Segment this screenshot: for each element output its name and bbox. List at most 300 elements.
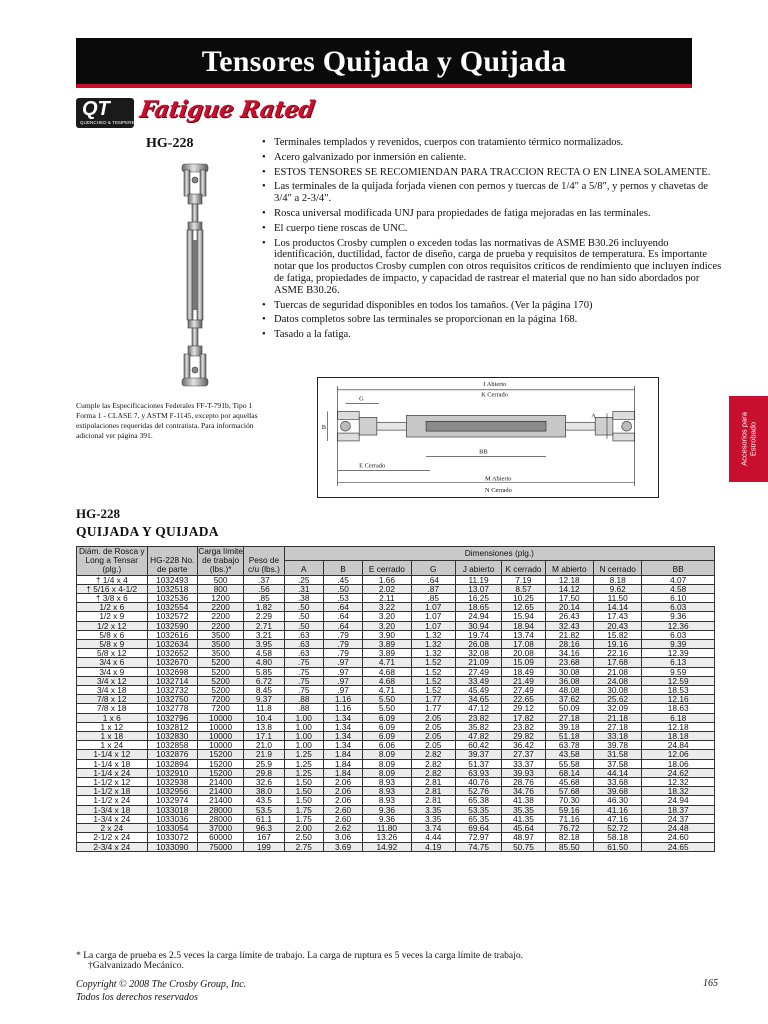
side-tab-line1: Accesorios para	[739, 412, 748, 466]
table-cell: 1.66	[363, 575, 411, 584]
table-cell: 1032956	[147, 787, 197, 796]
table-cell: 1.00	[284, 722, 323, 731]
table-cell: 21400	[197, 778, 243, 787]
table-cell: 51.18	[545, 732, 593, 741]
table-cell: 61.50	[593, 842, 641, 851]
table-cell: 6.10	[642, 594, 715, 603]
table-cell: 26.08	[455, 640, 501, 649]
table-cell: 45.64	[502, 824, 545, 833]
table-row	[77, 584, 715, 593]
table-cell: 1200	[197, 594, 243, 603]
diagram-label-e: E Cerrado	[359, 462, 386, 470]
col-header-part: HG-228 No. de parte	[147, 547, 197, 576]
col-header-e: E cerrado	[363, 561, 411, 575]
footnote-load: * La carga de prueba es 2.5 veces la carga límite de trabajo. La carga de ruptura es 5 veces la carga límite de trabajo.	[76, 950, 524, 961]
table-cell: 1/2 x 9	[77, 612, 148, 621]
table-cell: 1.82	[244, 603, 284, 612]
spec-table-body	[77, 575, 715, 851]
table-cell: 30.94	[455, 621, 501, 630]
table-cell: 1.52	[411, 686, 455, 695]
table-cell: 1032974	[147, 796, 197, 805]
table-cell: 8.93	[363, 778, 411, 787]
table-cell: 12.36	[642, 621, 715, 630]
table-cell: 2-1/2 x 24	[77, 833, 148, 842]
table-cell: 15200	[197, 750, 243, 759]
table-cell: 39.37	[455, 750, 501, 759]
table-cell: 76.72	[545, 824, 593, 833]
table-cell: 2.05	[411, 732, 455, 741]
table-cell: 29.12	[502, 704, 545, 713]
table-row	[77, 805, 715, 814]
table-cell: 8.93	[363, 787, 411, 796]
table-cell: 1033054	[147, 824, 197, 833]
table-cell: 12.18	[642, 722, 715, 731]
table-cell: 36.42	[502, 741, 545, 750]
table-cell: 2.06	[323, 796, 362, 805]
table-cell: 9.37	[244, 695, 284, 704]
table-cell: 3500	[197, 649, 243, 658]
table-cell: 1.75	[284, 805, 323, 814]
table-cell: 7200	[197, 704, 243, 713]
table-cell: 48.97	[502, 833, 545, 842]
table-cell: 82.18	[545, 833, 593, 842]
table-row	[77, 612, 715, 621]
table-cell: 1.00	[284, 741, 323, 750]
table-cell: 2.62	[323, 824, 362, 833]
table-cell: 1032938	[147, 778, 197, 787]
feature-item: • ESTOS TENSORES SE RECOMIENDAN PARA TRACCION RECTA O EN LINEA SOLAMENTE.	[262, 167, 722, 179]
table-cell: 3.89	[363, 640, 411, 649]
table-cell: 1032493	[147, 575, 197, 584]
table-cell: 2.06	[323, 778, 362, 787]
table-cell: 18.94	[502, 621, 545, 630]
table-cell: 1032670	[147, 658, 197, 667]
table-cell: 28.76	[502, 778, 545, 787]
table-cell: .79	[323, 640, 362, 649]
table-cell: 33.18	[593, 732, 641, 741]
table-cell: 1-1/2 x 24	[77, 796, 148, 805]
table-cell: 8.45	[244, 686, 284, 695]
table-cell: .31	[284, 584, 323, 593]
table-cell: 70.30	[545, 796, 593, 805]
table-cell: 29.82	[502, 732, 545, 741]
table-cell: 8.09	[363, 759, 411, 768]
table-cell: 1032652	[147, 649, 197, 658]
table-cell: 40.76	[455, 778, 501, 787]
table-cell: 57.68	[545, 787, 593, 796]
table-cell: 1.77	[411, 704, 455, 713]
table-row	[77, 787, 715, 796]
table-cell: 1.52	[411, 676, 455, 685]
table-cell: 4.44	[411, 833, 455, 842]
table-cell: 5/8 x 12	[77, 649, 148, 658]
table-cell: 60.42	[455, 741, 501, 750]
table-row	[77, 594, 715, 603]
table-cell: 1032536	[147, 594, 197, 603]
qt-logo-subtext: QUENCHED & TEMPERED	[80, 120, 139, 125]
table-cell: 3.22	[363, 603, 411, 612]
table-cell: 2.05	[411, 722, 455, 731]
table-cell: .63	[284, 649, 323, 658]
diagram-label-k: K Cerrado	[481, 391, 508, 399]
table-cell: 68.14	[545, 768, 593, 777]
table-cell: 3/4 x 12	[77, 676, 148, 685]
feature-item: • Datos completos sobre las terminales se proporcionan en la página 168.	[262, 314, 722, 326]
table-cell: 2200	[197, 612, 243, 621]
table-row	[77, 621, 715, 630]
table-row	[77, 603, 715, 612]
table-cell: 27.49	[502, 686, 545, 695]
table-cell: .37	[244, 575, 284, 584]
table-cell: 63.78	[545, 741, 593, 750]
table-cell: 15.09	[502, 658, 545, 667]
table-cell: 24.65	[642, 842, 715, 851]
table-cell: 17.1	[244, 732, 284, 741]
diagram-label-bb: BB	[479, 448, 488, 456]
table-cell: 1 x 18	[77, 732, 148, 741]
table-cell: .56	[244, 584, 284, 593]
table-cell: 1.16	[323, 704, 362, 713]
table-cell: 12.59	[642, 676, 715, 685]
table-cell: 2.60	[323, 805, 362, 814]
table-cell: .97	[323, 676, 362, 685]
feature-item: • El cuerpo tiene roscas de UNC.	[262, 223, 722, 235]
table-cell: 3.35	[411, 805, 455, 814]
table-cell: .25	[284, 575, 323, 584]
table-cell: 21.08	[593, 667, 641, 676]
table-cell: 1032830	[147, 732, 197, 741]
table-cell: 43.5	[244, 796, 284, 805]
table-cell: 1.52	[411, 658, 455, 667]
table-row	[77, 649, 715, 658]
table-cell: 51.37	[455, 759, 501, 768]
col-header-weight: Peso de c/u (lbs.)	[244, 547, 284, 576]
table-row	[77, 695, 715, 704]
table-cell: 47.16	[593, 814, 641, 823]
table-cell: 41.16	[593, 805, 641, 814]
table-cell: .64	[323, 621, 362, 630]
table-cell: 53.5	[244, 805, 284, 814]
table-cell: 12.32	[642, 778, 715, 787]
col-header-bb: BB	[642, 561, 715, 575]
table-cell: 19.16	[593, 640, 641, 649]
table-cell: 9.36	[642, 612, 715, 621]
table-row	[77, 750, 715, 759]
table-cell: 13.07	[455, 584, 501, 593]
table-cell: .85	[244, 594, 284, 603]
col-header-wll: Carga límite de trabajo (lbs.)*	[198, 546, 243, 575]
table-cell: 24.62	[642, 768, 715, 777]
table-cell: 55.58	[545, 759, 593, 768]
qt-logo-text: QT	[82, 98, 110, 120]
table-cell: 3/4 x 9	[77, 667, 148, 676]
table-cell: 3.90	[363, 630, 411, 639]
qt-logo	[76, 98, 139, 128]
table-cell: 39.18	[545, 722, 593, 731]
table-cell: .97	[323, 686, 362, 695]
table-cell: 46.30	[593, 796, 641, 805]
table-cell: 1032858	[147, 741, 197, 750]
table-cell: 18.49	[502, 667, 545, 676]
col-header-a: A	[284, 561, 323, 575]
table-cell: 21400	[197, 796, 243, 805]
table-cell: 4.07	[642, 575, 715, 584]
table-cell: 22.16	[593, 649, 641, 658]
table-cell: 32.09	[593, 704, 641, 713]
table-cell: 1-1/4 x 24	[77, 768, 148, 777]
feature-item: • Tasado a la fatiga.	[262, 329, 722, 341]
table-cell: 21.49	[502, 676, 545, 685]
table-cell: 3.20	[363, 612, 411, 621]
table-cell: 1.52	[411, 667, 455, 676]
table-row	[77, 759, 715, 768]
table-cell: 32.6	[244, 778, 284, 787]
table-cell: .53	[323, 594, 362, 603]
table-cell: 1.75	[284, 814, 323, 823]
table-cell: 17.50	[545, 594, 593, 603]
table-cell: 47.82	[455, 732, 501, 741]
table-cell: 1032634	[147, 640, 197, 649]
table-cell: 28000	[197, 805, 243, 814]
table-cell: 2.05	[411, 741, 455, 750]
table-cell: 24.94	[455, 612, 501, 621]
table-cell: 1 x 24	[77, 741, 148, 750]
table-cell: 21.18	[593, 713, 641, 722]
table-cell: 39.93	[502, 768, 545, 777]
table-cell: 10.25	[502, 594, 545, 603]
table-cell: 22.65	[502, 695, 545, 704]
table-cell: 13.74	[502, 630, 545, 639]
table-row	[77, 575, 715, 584]
table-row	[77, 778, 715, 787]
table-cell: 24.60	[642, 833, 715, 842]
table-cell: 10000	[197, 732, 243, 741]
table-cell: 14.92	[363, 842, 411, 851]
table-cell: 15200	[197, 768, 243, 777]
table-cell: 19.74	[455, 630, 501, 639]
table-cell: 2.60	[323, 814, 362, 823]
table-row	[77, 658, 715, 667]
table-cell: 65.35	[455, 814, 501, 823]
fatigue-rated-logo: Fatigue Rated	[138, 96, 317, 123]
table-cell: 4.71	[363, 686, 411, 695]
table-cell: 8.93	[363, 796, 411, 805]
table-cell: 18.37	[642, 805, 715, 814]
table-cell: 1032812	[147, 722, 197, 731]
table-cell: 85.50	[545, 842, 593, 851]
table-cell: 1.84	[323, 768, 362, 777]
table-cell: .75	[284, 686, 323, 695]
table-cell: .79	[323, 630, 362, 639]
table-row	[77, 713, 715, 722]
table-cell: 3.21	[244, 630, 284, 639]
feature-item: • Terminales templados y revenidos, cuerpos con tratamiento térmico normalizados.	[262, 137, 722, 149]
diagram-label-m: M Abierto	[485, 475, 512, 483]
table-cell: 35.35	[502, 805, 545, 814]
table-cell: 4.68	[363, 676, 411, 685]
table-cell: 1.32	[411, 630, 455, 639]
table-cell: 2.50	[284, 833, 323, 842]
table-cell: 47.12	[455, 704, 501, 713]
table-cell: 59.16	[545, 805, 593, 814]
table-row	[77, 630, 715, 639]
product-code: HG-228	[146, 136, 194, 151]
table-cell: 1.34	[323, 713, 362, 722]
table-cell: 12.65	[502, 603, 545, 612]
table-cell: 7.19	[502, 575, 545, 584]
table-cell: 1.25	[284, 768, 323, 777]
table-cell: 7/8 x 18	[77, 704, 148, 713]
table-cell: 5.85	[244, 667, 284, 676]
table-cell: 3.89	[363, 649, 411, 658]
table-cell: 27.18	[545, 713, 593, 722]
table-cell: 5200	[197, 676, 243, 685]
table-cell: 8.09	[363, 750, 411, 759]
table-cell: 96.3	[244, 824, 284, 833]
table-cell: 63.93	[455, 768, 501, 777]
table-row	[77, 824, 715, 833]
table-cell: 1032732	[147, 686, 197, 695]
table-cell: 39.78	[593, 741, 641, 750]
table-cell: † 3/8 x 6	[77, 594, 148, 603]
table-cell: 15200	[197, 759, 243, 768]
table-cell: 3.06	[323, 833, 362, 842]
table-cell: .75	[284, 658, 323, 667]
table-row	[77, 676, 715, 685]
table-cell: 1032518	[147, 584, 197, 593]
table-cell: 15.94	[502, 612, 545, 621]
table-cell: 41.35	[502, 814, 545, 823]
table-cell: 50.75	[502, 842, 545, 851]
table-cell: 8.18	[593, 575, 641, 584]
table-cell: 1-1/4 x 12	[77, 750, 148, 759]
table-cell: 26.43	[545, 612, 593, 621]
table-cell: 30.08	[545, 667, 593, 676]
table-cell: 20.43	[593, 621, 641, 630]
table-cell: 1032876	[147, 750, 197, 759]
table-cell: 37.62	[545, 695, 593, 704]
table-cell: † 1/4 x 4	[77, 575, 148, 584]
table-cell: 25.9	[244, 759, 284, 768]
table-row	[77, 768, 715, 777]
diagram-label-a: A	[591, 412, 596, 420]
table-cell: 2.82	[411, 768, 455, 777]
spec-note: Cumple las Especificaciones Federales FF-T-791b, Tipo 1 Forma 1 - CLASE 7, y ASTM F-1145, excepto por aquellas estipulaciones requeridas del contratista. Para información adicional ver página 391.	[76, 401, 258, 440]
table-cell: 5/8 x 6	[77, 630, 148, 639]
table-cell: 5200	[197, 658, 243, 667]
footnote-galvanized: †Galvanizado Mecánico.	[88, 960, 184, 971]
table-cell: 27.49	[455, 667, 501, 676]
footnotes	[76, 951, 523, 971]
table-cell: 6.72	[244, 676, 284, 685]
table-cell: 1.07	[411, 612, 455, 621]
table-cell: 1032572	[147, 612, 197, 621]
table-cell: 31.58	[593, 750, 641, 759]
col-header-g: G	[411, 561, 455, 575]
table-cell: 6.09	[363, 732, 411, 741]
table-cell: 21400	[197, 787, 243, 796]
table-cell: 5200	[197, 686, 243, 695]
table-cell: 1.32	[411, 649, 455, 658]
table-cell: 2.11	[363, 594, 411, 603]
table-cell: .87	[411, 584, 455, 593]
table-cell: 800	[197, 584, 243, 593]
table-cell: 4.58	[642, 584, 715, 593]
table-cell: 28.16	[545, 640, 593, 649]
table-cell: 1.84	[323, 750, 362, 759]
table-cell: 9.62	[593, 584, 641, 593]
table-cell: 1032894	[147, 759, 197, 768]
table-cell: 18.63	[642, 704, 715, 713]
table-cell: 1.84	[323, 759, 362, 768]
col-header-dimensions: Dimensiones (plg.)	[284, 547, 714, 561]
table-cell: 34.16	[545, 649, 593, 658]
table-cell: 33.37	[502, 759, 545, 768]
table-cell: 5.50	[363, 695, 411, 704]
table-cell: .75	[284, 676, 323, 685]
table-cell: 1032778	[147, 704, 197, 713]
table-cell: 1.07	[411, 621, 455, 630]
table-cell: 3500	[197, 640, 243, 649]
feature-item: • Acero galvanizado por inmersión en caliente.	[262, 152, 722, 164]
table-cell: 10000	[197, 741, 243, 750]
table-cell: 29.8	[244, 768, 284, 777]
table-cell: 1-3/4 x 18	[77, 805, 148, 814]
table-cell: 17.82	[502, 713, 545, 722]
section-code: HG-228	[76, 506, 121, 521]
table-cell: 4.71	[363, 658, 411, 667]
col-header-b: B	[323, 561, 362, 575]
table-cell: 3500	[197, 630, 243, 639]
col-header-j: J abierto	[455, 561, 501, 575]
copyright-block	[76, 978, 246, 1004]
table-cell: 17.08	[502, 640, 545, 649]
table-cell: 1 x 12	[77, 722, 148, 731]
table-cell: 8.09	[363, 768, 411, 777]
table-cell: 15.82	[593, 630, 641, 639]
table-cell: 2.06	[323, 787, 362, 796]
table-cell: 1.50	[284, 778, 323, 787]
table-cell: 2.00	[284, 824, 323, 833]
table-row	[77, 814, 715, 823]
table-cell: .85	[411, 594, 455, 603]
table-cell: 32.43	[545, 621, 593, 630]
table-cell: .50	[284, 621, 323, 630]
table-cell: 34.65	[455, 695, 501, 704]
table-cell: 1032590	[147, 621, 197, 630]
side-tab-text	[740, 412, 757, 466]
feature-item: • Las terminales de la quijada forjada vienen con pernos y tuercas de 1/4" a 5/8", y pernos y chavetas de 3/4" a 2-3/4".	[262, 181, 722, 205]
section-title: QUIJADA Y QUIJADA	[76, 524, 219, 539]
feature-item: • Los productos Crosby cumplen o exceden todas las normativas de ASME B30.26 incluyendo identificación, ductilidad, factor de diseño, carga de prueba y requisitos de temperatura. Es importante notar que los productos Crosby cumplen con otros requisitos críticos de rendimiento que incluyen índices de fatiga, propiedades de impacto, y capacidad de rastrear el material que no han sido abordados por ASME B30.26.	[262, 238, 722, 297]
table-cell: 25.62	[593, 695, 641, 704]
table-cell: † 5/16 x 4-1/2	[77, 584, 148, 593]
table-cell: 1.50	[284, 796, 323, 805]
table-cell: 65.38	[455, 796, 501, 805]
table-cell: .97	[323, 658, 362, 667]
table-cell: 11.8	[244, 704, 284, 713]
table-cell: 1/2 x 6	[77, 603, 148, 612]
table-cell: 1.07	[411, 603, 455, 612]
table-cell: 35.82	[455, 722, 501, 731]
table-cell: .75	[284, 667, 323, 676]
diagram-label-g: G	[359, 395, 364, 403]
copyright: Copyright © 2008 The Crosby Group, Inc.	[76, 979, 247, 990]
col-header-m: M abierto	[545, 561, 593, 575]
table-cell: 1-1/4 x 18	[77, 759, 148, 768]
table-cell: 1.25	[284, 750, 323, 759]
table-cell: 6.18	[642, 713, 715, 722]
